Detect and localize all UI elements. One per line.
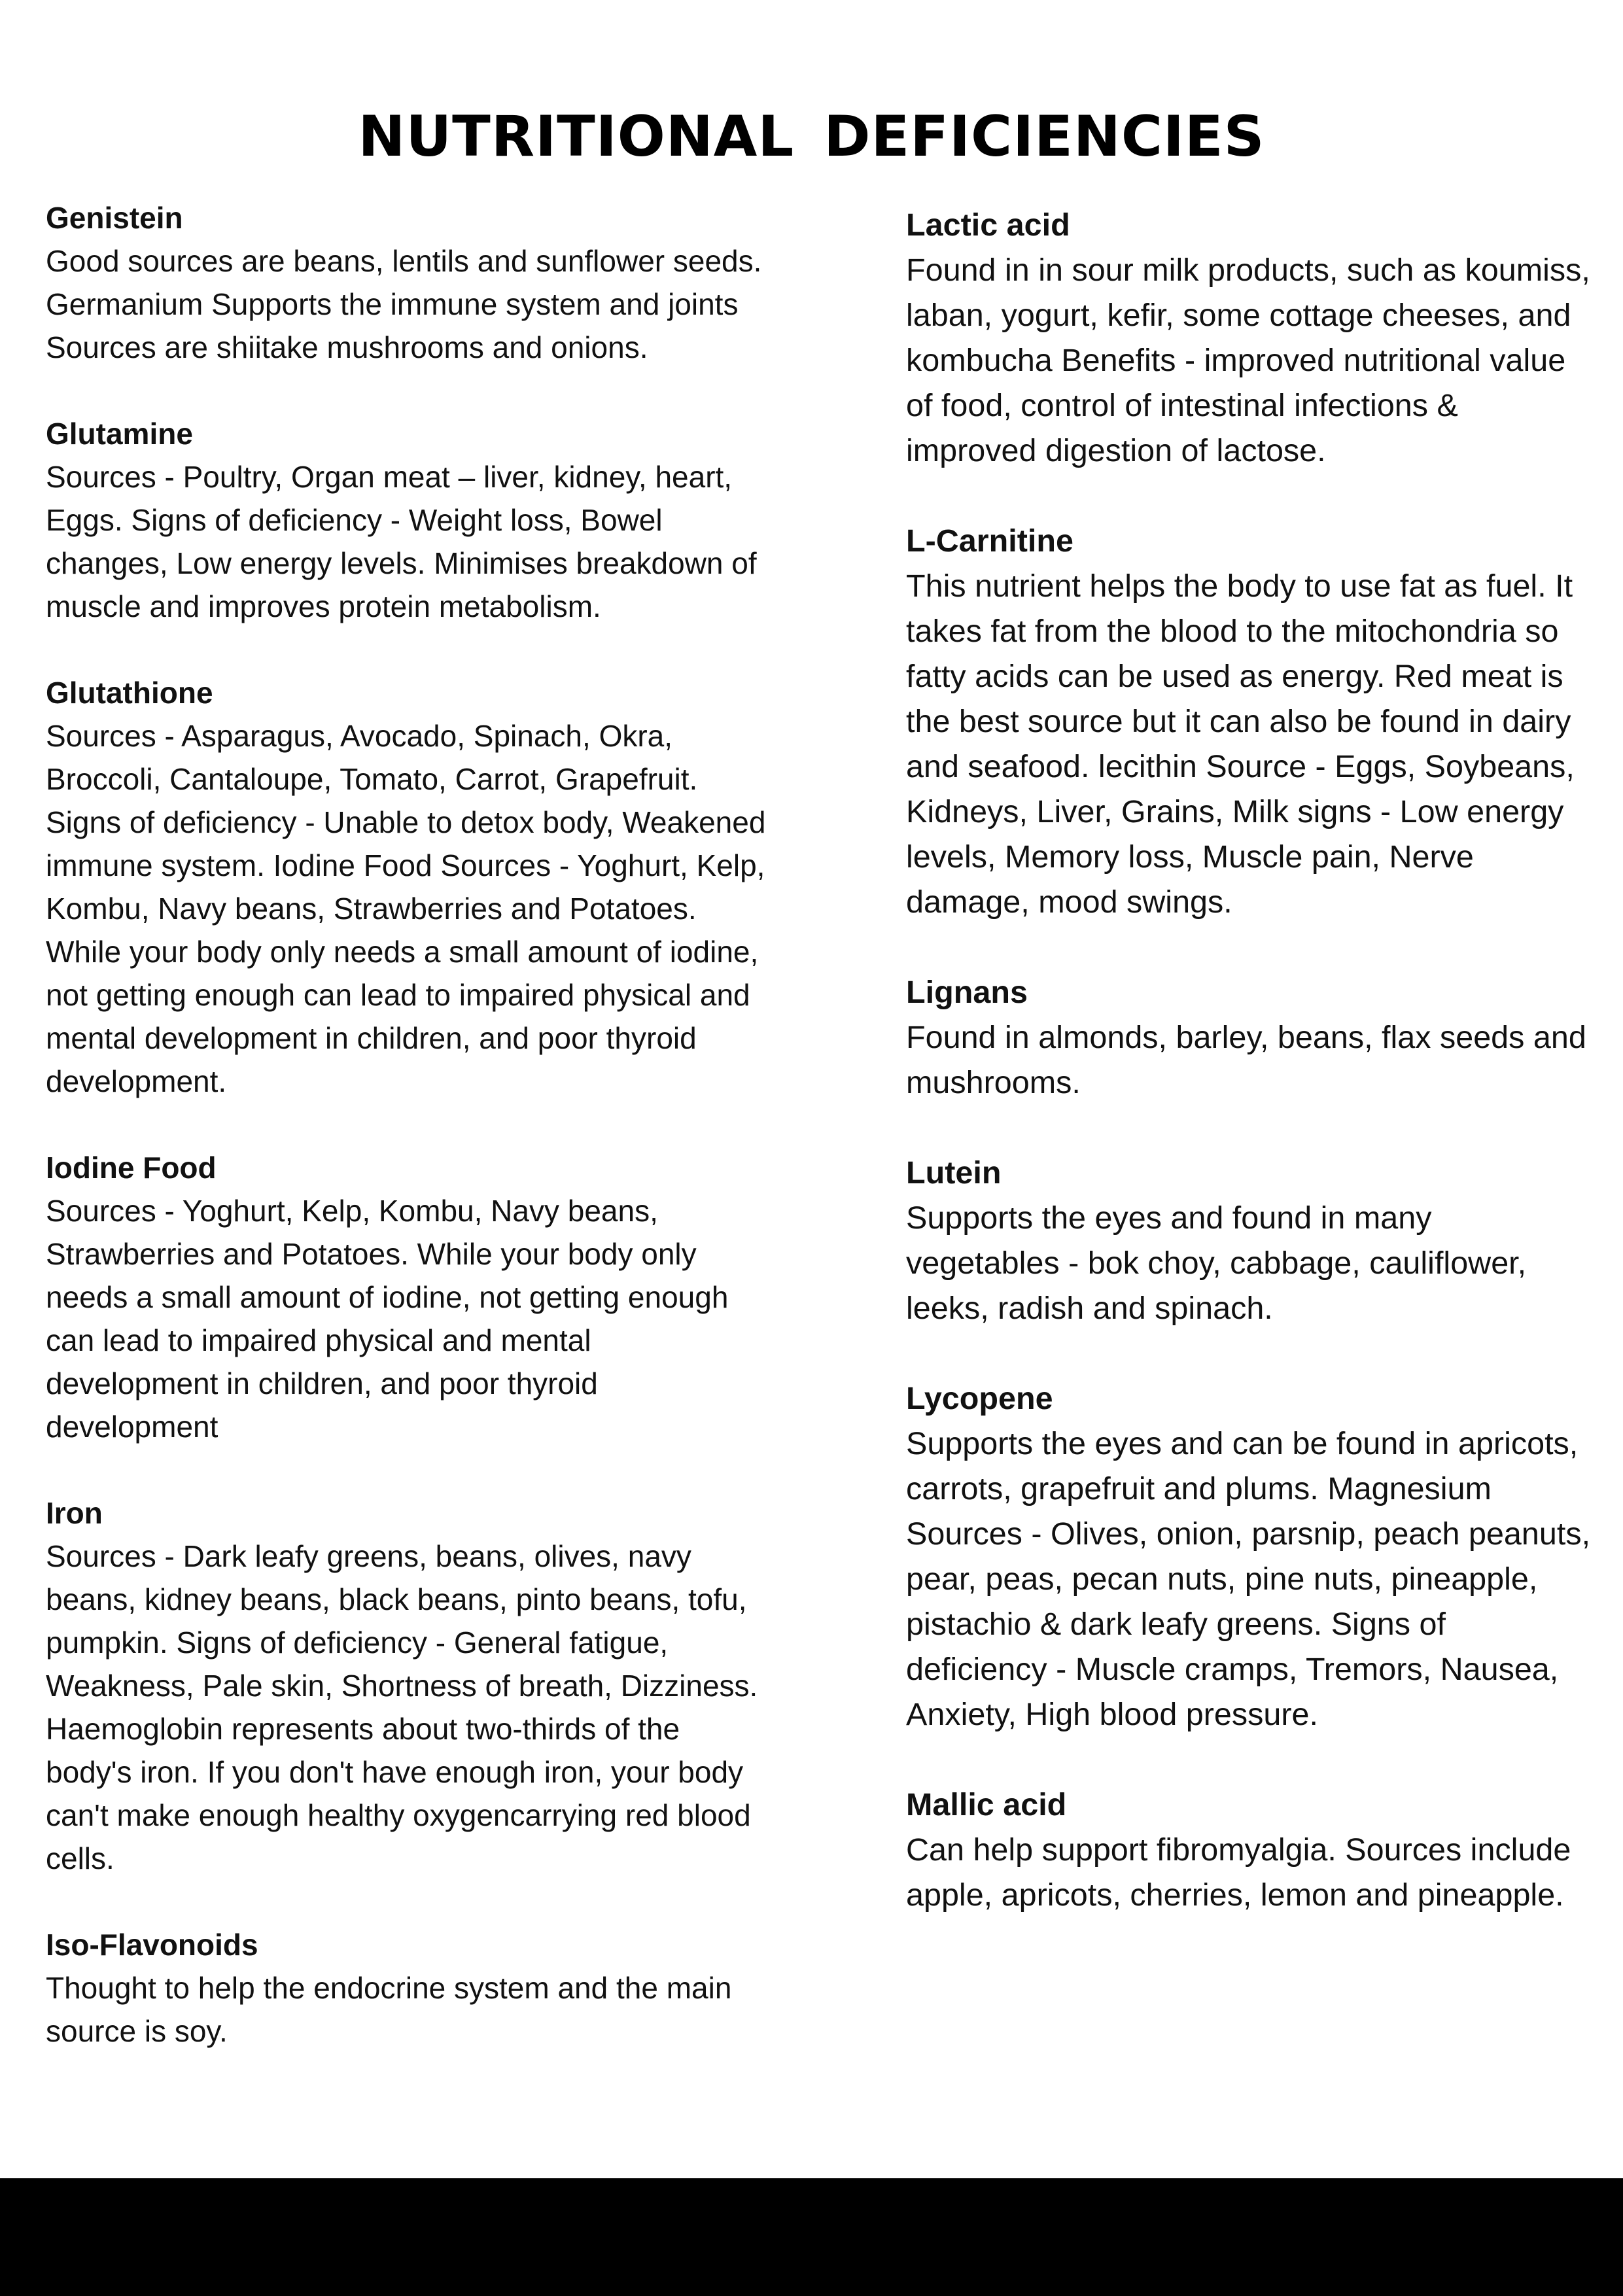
entry-title: Lutein (906, 1155, 1002, 1191)
left-column (46, 196, 769, 2096)
entry-body: This nutrient helps the body to use fat as fuel. It takes fat from the blood to the mitochondria so fatty acids can be used as energy. Red meat is the best source but it can also be found in dairy and seafood. lecithin Source - Eggs, Soybeans, Kidneys, Liver, Grains, Milk signs - Low energy levels, Memory loss, Muscle pain, Nerve damage, mood swings. (906, 568, 1575, 920)
entry-title: L-Carnitine (906, 523, 1073, 559)
entry-title: Iso-Flavonoids (46, 1928, 258, 1962)
entry-body: Supports the eyes and found in many vegetables - bok choy, cabbage, cauliflower, leeks, radish and spinach. (906, 1200, 1527, 1326)
entry-body: Sources - Yoghurt, Kelp, Kombu, Navy beans, Strawberries and Potatoes. While your body only needs a small amount of iodine, not getting enough can lead to impaired physical and mental development in children, and poor thyroid development (46, 1194, 729, 1444)
entry-glutamine (46, 412, 769, 628)
entry-lutein (906, 1151, 1593, 1331)
entry-glutathione (46, 671, 769, 1103)
right-column (906, 203, 1593, 1963)
entry-title: Glutamine (46, 417, 193, 451)
entry-title: Glutathione (46, 676, 213, 710)
entry-lycopene (906, 1376, 1593, 1737)
entry-iodine-food (46, 1146, 769, 1448)
entry-title: Genistein (46, 201, 183, 235)
page-title: NUTRITIONAL DEFICIENCIES (358, 103, 1265, 169)
entry-lactic-acid (906, 203, 1593, 474)
entry-title: Lignans (906, 975, 1028, 1010)
entry-lignans (906, 970, 1593, 1105)
entry-title: Iron (46, 1496, 103, 1530)
entry-body: Sources - Poultry, Organ meat – liver, kidney, heart, Eggs. Signs of deficiency - Weight loss, Bowel changes, Low energy levels. Minimises breakdown of muscle and improves protein metabolism. (46, 460, 757, 623)
entry-iron (46, 1491, 769, 1880)
entry-l-carnitine (906, 519, 1593, 925)
entry-title: Iodine Food (46, 1151, 217, 1185)
entry-body: Can help support fibromyalgia. Sources include apple, apricots, cherries, lemon and pineapple. (906, 1832, 1571, 1913)
entry-body: Good sources are beans, lentils and sunflower seeds. Germanium Supports the immune system and joints Sources are shiitake mushrooms and onions. (46, 244, 762, 364)
entry-genistein (46, 196, 769, 369)
entry-title: Mallic acid (906, 1787, 1067, 1822)
entry-body: Thought to help the endocrine system and the main source is soy. (46, 1971, 732, 2048)
entry-body: Found in almonds, barley, beans, flax seeds and mushrooms. (906, 1020, 1586, 1100)
entry-mallic-acid (906, 1783, 1593, 1918)
entry-body: Sources - Dark leafy greens, beans, olives, navy beans, kidney beans, black beans, pinto beans, tofu, pumpkin. Signs of deficiency - General fatigue, Weakness, Pale skin, Shortness of breath, Dizziness. Haemoglobin represents about two-thirds of the body's iron. If you don't have enough iron, your body can't make enough healthy oxygencarrying red blood cells. (46, 1539, 758, 1875)
entry-title: Lactic acid (906, 207, 1070, 243)
entry-iso-flavonoids (46, 1923, 769, 2053)
entry-body: Found in in sour milk products, such as koumiss, laban, yogurt, kefir, some cottage cheeses, and kombucha Benefits - improved nutritional value of food, control of intestinal infections & improved digestion of lactose. (906, 252, 1590, 468)
entry-title: Lycopene (906, 1381, 1053, 1416)
entry-body: Sources - Asparagus, Avocado, Spinach, Okra, Broccoli, Cantaloupe, Tomato, Carrot, Grapefruit. Signs of deficiency - Unable to detox body, Weakened immune system. Iodine Food Sources - Yoghurt, Kelp, Kombu, Navy beans, Strawberries and Potatoes. While your body only needs a small amount of iodine, not getting enough can lead to impaired physical and mental development in children, and poor thyroid development. (46, 719, 766, 1098)
entry-body: Supports the eyes and can be found in apricots, carrots, grapefruit and plums. Magnesium Sources - Olives, onion, parsnip, peach peanuts, pear, peas, pecan nuts, pine nuts, pineapple, pistachio & dark leafy greens. Signs of deficiency - Muscle cramps, Tremors, Nausea, Anxiety, High blood pressure. (906, 1426, 1591, 1732)
footer-bar (0, 2178, 1623, 2296)
